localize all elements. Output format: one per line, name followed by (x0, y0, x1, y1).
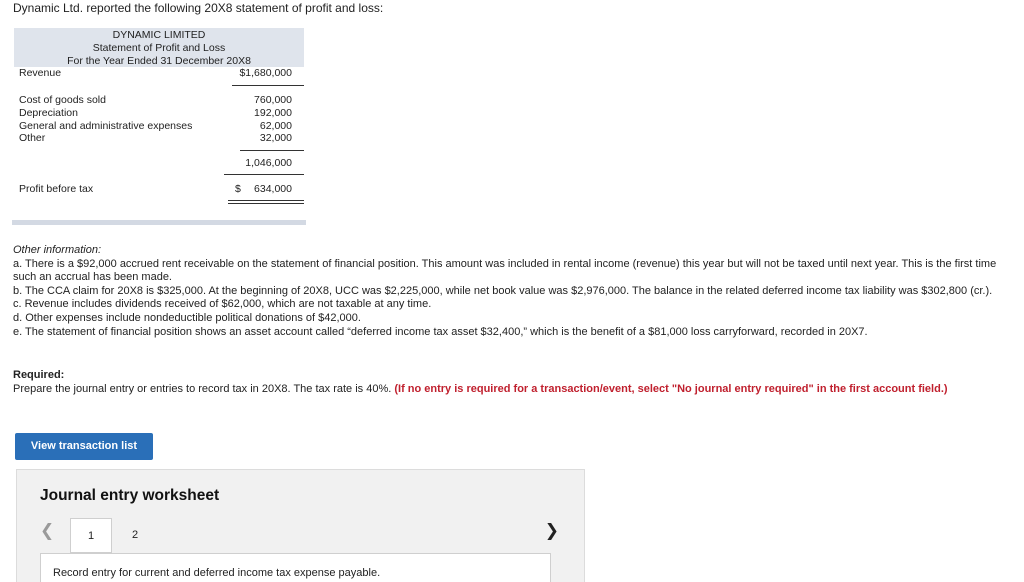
expense-label: General and administrative expenses (19, 120, 193, 132)
profit-currency: $ (235, 183, 241, 195)
statement-title: Statement of Profit and Loss (92, 42, 226, 54)
expense-amount: 760,000 (254, 94, 292, 106)
chevron-right-icon[interactable]: ❯ (544, 521, 559, 540)
page-tab-1[interactable]: 1 (70, 518, 112, 553)
view-transaction-list-button[interactable]: View transaction list (15, 433, 153, 460)
revenue-amount: $1,680,000 (239, 67, 292, 79)
company-name: DYNAMIC LIMITED (112, 29, 206, 41)
expense-label: Other (19, 132, 46, 144)
expense-amount: 62,000 (259, 120, 292, 132)
page-tab-2[interactable]: 2 (131, 529, 139, 541)
total-underline (224, 174, 304, 175)
other-info-item: b. The CCA claim for 20X8 is $325,000. At the beginning of 20X8, UCC was $2,225,000, while net book value was $2,976,000. The balance in the related deferred income tax liability was $302,800 (cr.). (13, 284, 993, 297)
revenue-label: Revenue (19, 67, 62, 79)
expense-label: Depreciation (19, 107, 78, 119)
expenses-underline (240, 150, 304, 151)
expense-amount: 192,000 (254, 107, 292, 119)
profit-double-underline-bottom (228, 203, 304, 204)
expense-amount: 32,000 (259, 132, 292, 144)
profit-double-underline-top (228, 200, 304, 201)
profit-loss-statement (14, 28, 304, 195)
profit-label: Profit before tax (19, 183, 94, 195)
required-title: Required: (13, 369, 65, 381)
other-info-item: c. Revenue includes dividends received of $62,000, which are not taxable at any time. (13, 298, 432, 311)
entry-description: Record entry for current and deferred income tax expense payable. (53, 567, 381, 579)
entry-card (40, 553, 551, 582)
revenue-underline (232, 85, 304, 86)
profit-amount: 634,000 (254, 183, 292, 195)
total-expenses-amount: 1,046,000 (245, 157, 292, 169)
worksheet-title: Journal entry worksheet (40, 487, 220, 504)
statement-period: For the Year Ended 31 December 20X8 (67, 55, 251, 67)
statement-header (14, 28, 304, 67)
required-section (13, 368, 1013, 396)
other-info-item: e. The statement of financial position shows an asset account called “deferred income tax asset $32,400,” which is the benefit of a $81,000 loss carryforward, recorded in 20X7. (13, 325, 868, 338)
other-info-title: Other information: (13, 244, 102, 256)
other-info-item: d. Other expenses include nondeductible political donations of $42,000. (13, 311, 361, 324)
statement-footer-bar (12, 220, 306, 225)
required-body (13, 382, 1013, 396)
other-info-item: a. There is a $92,000 accrued rent receivable on the statement of financial position. This amount was included in rental income (revenue) this year but will not be taxed until next year. This is the first time such an accrual has been made. (13, 257, 997, 284)
other-information (13, 244, 1019, 339)
chevron-left-icon[interactable]: ❮ (40, 521, 55, 540)
journal-entry-worksheet (16, 469, 585, 582)
intro-text: Dynamic Ltd. reported the following 20X8 statement of profit and loss: (13, 1, 384, 15)
expense-label: Cost of goods sold (19, 94, 106, 106)
required-instruction: (If no entry is required for a transaction/event, select "No journal entry required" in the first account field.) (394, 383, 948, 395)
required-text: Prepare the journal entry or entries to record tax in 20X8. The tax rate is 40%. (13, 383, 395, 395)
